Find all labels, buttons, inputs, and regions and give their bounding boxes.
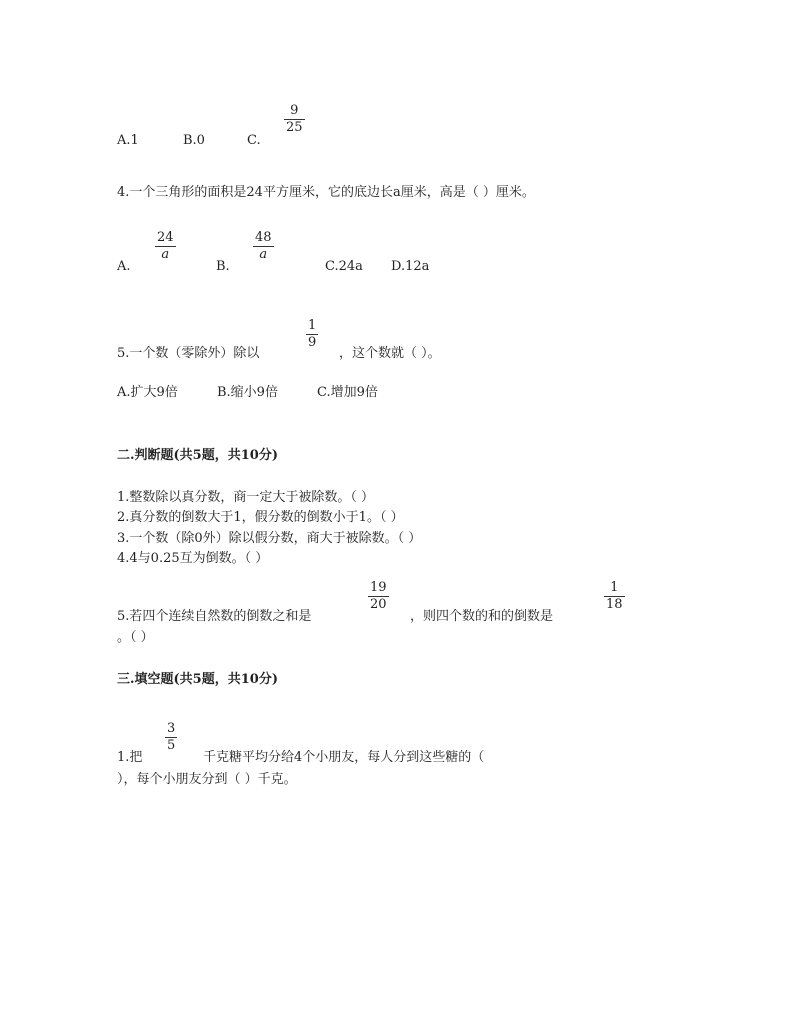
fraction-denominator: 25 [286,120,303,135]
fraction-numerator: 9 [290,103,299,118]
section-3-title: 三.填空题(共5题，共10分) [117,672,278,687]
q3-option-b: B.0 [183,133,205,148]
fill-item-1-after: 千克糖平均分给4个小朋友，每人分到这些糖的（ [203,750,485,765]
q4-stem: 4.一个三角形的面积是24平方厘米，它的底边长a厘米，高是（ ）厘米。 [117,185,535,200]
q5-stem-after: ，这个数就（ ）。 [339,346,441,361]
judge-item-4: 4.4与0.25互为倒数。（ ） [117,551,269,566]
fraction-numerator: 48 [255,230,272,245]
fraction-denominator: 20 [370,597,387,612]
q3-option-a: A.1 [117,133,139,148]
fraction-numerator: 3 [167,721,176,736]
judge-item-5-middle: ，则四个数的和的倒数是 [410,609,554,624]
judge-item-5-fraction-2 [604,581,625,612]
q3-option-c-fraction [284,104,305,135]
judge-item-1: 1.整数除以真分数，商一定大于被除数。（ ） [117,490,375,505]
q4-option-c: C.24a [325,259,363,274]
fraction-numerator: 24 [157,230,174,245]
q3-option-c: C. [247,133,261,148]
q5-option-a: A.扩大9倍 [117,385,178,400]
q4-option-b-fraction [253,231,274,262]
q5-fraction [306,319,318,350]
judge-item-2: 2.真分数的倒数大于1，假分数的倒数小于1。（ ） [117,510,404,525]
fraction-numerator: 19 [370,580,387,595]
fraction-numerator: 1 [610,580,619,595]
judge-item-5-before: 5.若四个连续自然数的倒数之和是 [117,609,312,624]
q4-option-b: B. [216,259,230,274]
fill-item-1-fraction [165,722,177,753]
fill-item-1-before: 1.把 [117,750,143,765]
fraction-denominator: a [161,247,170,262]
judge-item-5-fraction-1 [368,581,389,612]
judge-item-3: 3.一个数（除0外）除以假分数，商大于被除数。（ ） [117,531,422,546]
fraction-denominator: 18 [606,597,623,612]
fraction-denominator: a [259,247,268,262]
fill-item-1-line-2: ），每个小朋友分到（ ）千克。 [117,772,297,787]
fraction-denominator: 9 [308,335,317,350]
q4-option-a: A. [117,259,131,274]
q4-option-d: D.12a [391,259,430,274]
q5-option-b: B.缩小9倍 [217,385,278,400]
q4-option-a-fraction [155,231,176,262]
section-2-title: 二.判断题(共5题，共10分) [117,448,278,463]
q5-stem-before: 5.一个数（零除外）除以 [117,346,260,361]
q5-option-c: C.增加9倍 [317,385,378,400]
judge-item-5-end: 。（ ） [117,630,154,645]
fraction-denominator: 5 [167,738,176,753]
fraction-numerator: 1 [308,318,317,333]
